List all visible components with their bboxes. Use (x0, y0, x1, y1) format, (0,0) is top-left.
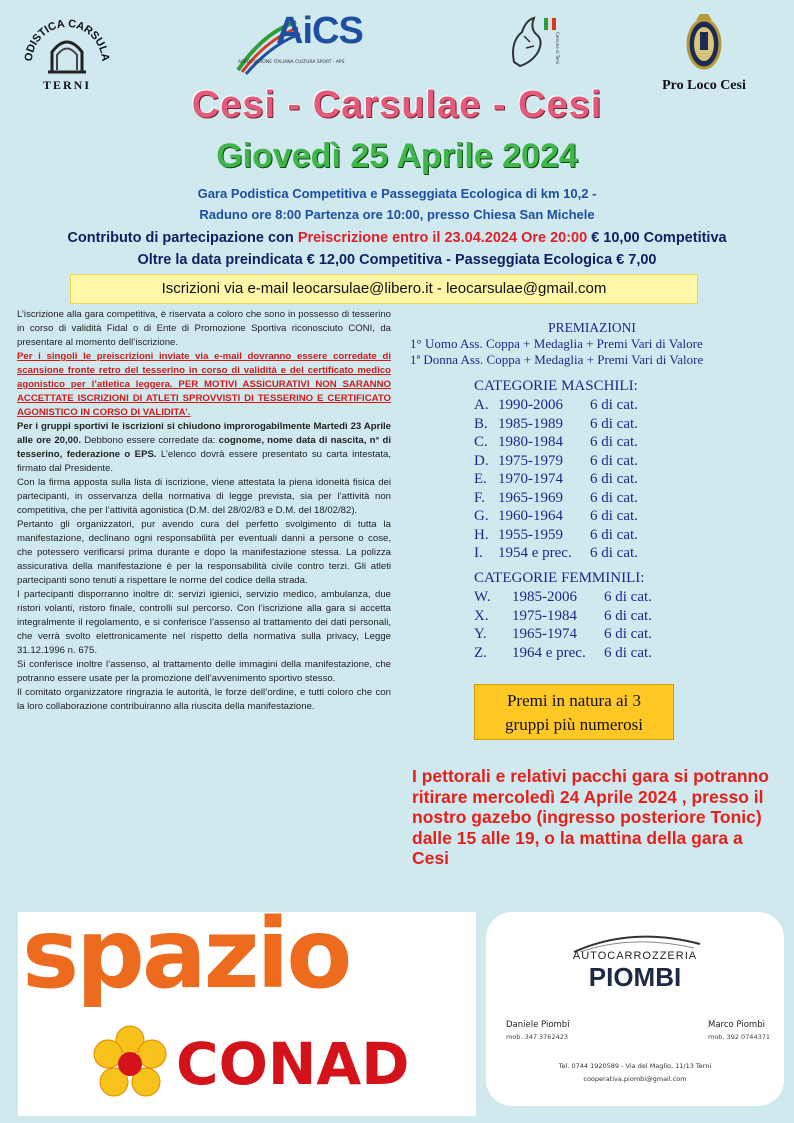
premiazioni-title: PREMIAZIONI (548, 320, 636, 335)
category-code: C. (474, 434, 488, 450)
category-years: 1975-1984 (512, 607, 577, 624)
category-row (474, 507, 734, 526)
category-prize: 6 di cat. (590, 397, 638, 413)
category-prize: 6 di cat. (590, 434, 638, 450)
piombi-email: cooperativa.piombi@gmail.com (583, 1075, 687, 1083)
category-years: 1985-2006 (512, 589, 577, 605)
required-data: cognome, nome data di nascita, n° di tesserino, federazione o EPS. (17, 435, 392, 460)
spazio-conad-sponsor (18, 898, 476, 1116)
categorie-maschili-title: CATEGORIE MASCHILI: (474, 378, 638, 394)
rules-paragraph: Il comitato organizzatore ringrazia le autorità, le forze dell’ordine, e tutti coloro che con la loro collaborazione contribuiranno alla riuscita della manifestazione. (17, 687, 391, 712)
subtitle-schedule: Raduno ore 8:00 Partenza ore 10:00, presso Chiesa San Michele (199, 207, 595, 222)
category-years: 1965-1969 (498, 489, 563, 506)
category-code: A. (474, 397, 489, 413)
category-code: H. (474, 526, 489, 543)
category-years: 1960-1964 (498, 508, 563, 524)
piombi-subtitle: AUTOCARROZZERIA (572, 950, 698, 962)
category-row (474, 607, 734, 626)
category-prize: 6 di cat. (604, 607, 652, 624)
preregistration-deadline: Preiscrizione entro il 23.04.2024 Ore 20:00 (297, 230, 588, 246)
category-prize: 6 di cat. (604, 589, 652, 605)
category-row (474, 433, 734, 452)
category-prize: 6 di cat. (590, 545, 638, 561)
piombi-person1: Daniele Piombi (506, 1020, 570, 1030)
category-prize: 6 di cat. (590, 471, 638, 487)
category-code: W. (474, 589, 491, 605)
category-years: 1980-1984 (498, 434, 563, 450)
category-prize: 6 di cat. (604, 626, 652, 642)
contribution-text: Contributo di partecipazione con (67, 230, 298, 246)
piombi-phone1: mob. 347 3762423 (506, 1033, 568, 1041)
group-deadline: Per i gruppi sportivi le iscrizioni si chiudono improrogabilmente Martedì 23 Aprile alle ore 20,00. (17, 421, 391, 446)
rules-text-span: Debbono essere corredate da: (81, 435, 219, 446)
category-code: Y. (474, 626, 487, 642)
category-code: E. (474, 471, 487, 487)
category-prize: 6 di cat. (590, 452, 638, 469)
category-row (474, 588, 734, 607)
category-years: 1955-1959 (498, 526, 563, 543)
rules-paragraph: Pertanto gli organizzatori, pur avendo cura del perfetto svolgimento di tutta la manifestazione, declinano ogni responsabilità per eventuali danni a persone o cose, che potessero verificarsi prima durante e dopo la manifestazione stessa. La polizza assicurativa della manifestazione è per la responsabilità civile contro terzi. Gli atleti partecipanti sono tenuti a rispettare le norme del codice della strada. (17, 519, 391, 586)
category-row (474, 544, 734, 563)
category-years: 1970-1974 (498, 471, 563, 487)
categorie-femminili-list (474, 588, 734, 662)
category-row (474, 625, 734, 644)
category-row (474, 470, 734, 489)
category-code: B. (474, 415, 488, 432)
category-years: 1965-1974 (512, 626, 577, 642)
rules-paragraph: Con la firma apposta sulla lista di iscrizione, viene attestata la piena idoneità fisica dei partecipanti, in osservanza della normativa di legge prevista, sia per l’attività non competitiva, che per l’attività agonistica (D.M. del 28/02/83 e D.M. del 18/02/82). (17, 477, 391, 516)
piombi-name: PIOMBI (588, 962, 682, 992)
contribution-fee: € 10,00 Competitiva (587, 230, 727, 246)
piombi-sponsor (486, 912, 784, 1106)
conad-wordmark: CONAD (176, 1030, 410, 1098)
category-row (474, 489, 734, 508)
comune-caption: Comune di Terni (555, 32, 560, 65)
group-prizes-box (474, 684, 674, 740)
category-code: G. (474, 508, 489, 524)
category-prize: 6 di cat. (590, 415, 638, 432)
category-code: F. (474, 489, 485, 506)
aics-mark: AiCS (276, 10, 363, 52)
aics-logo (234, 12, 374, 76)
categorie-maschili-list (474, 396, 734, 563)
piombi-phone2: mob. 392 0744371 (708, 1033, 770, 1041)
rules-warning: Per i singoli le preiscrizioni inviate via e-mail dovranno essere corredate di scansione fronte retro del tesserino in corso di validità e del certificato medico agonistico per l’atletica leggera. PER MOTIVI ASSICURATIVI NON SARANNO ACCETTATE ISCRIZIONI DI ATLETI SPROVVISTI DI TESSERINO E CERTIFICATO AGONISTICO IN CORSO DI VALIDITA’. (17, 351, 391, 418)
category-years: 1954 e prec. (498, 545, 572, 561)
group-prizes-line1: Premi in natura ai 3 (506, 691, 642, 710)
event-date: Giovedì 25 Aprile 2024 (216, 137, 578, 175)
category-row (474, 644, 734, 663)
category-prize: 6 di cat. (590, 526, 638, 543)
aics-caption: ASSOCIAZIONE ITALIANA CULTURA SPORT · APS (238, 60, 345, 65)
premiazioni-donna: 1ª Donna Ass. Coppa + Medaglia + Premi Vari di Valore (410, 352, 704, 367)
proloco-crest-icon (656, 14, 752, 80)
category-row (474, 452, 734, 471)
rules-paragraph: Si conferisce inoltre l’assenso, al trattamento delle immagini della manifestazione, che potranno essere usate per la promozione dell’avvenimento sportivo stesso. (17, 659, 391, 684)
event-title: Cesi - Carsulae - Cesi (191, 84, 603, 126)
category-prize: 6 di cat. (590, 489, 638, 506)
rules-paragraph: I partecipanti disporranno inoltre di: servizi igienici, servizio medico, ambulanza, due ristori volanti, ristoro finale, controlli sul percorso. Con l’iscrizione alla gara si accetta integralmente il regolamento, e si conferisce l’assenso al trattamento dei dati personali, che verrà svolto elettronicamente nel rispetto della normativa sulla privacy, Legge 31.12.1996 n. 675. (17, 589, 391, 656)
email-registration-bar: Iscrizioni via e-mail leocarsulae@libero.it - leocarsulae@gmail.com (70, 274, 698, 304)
rules-paragraph (17, 420, 391, 476)
podistica-bottom-text: TERNI (42, 78, 91, 92)
subtitle-race: Gara Podistica Competitiva e Passeggiata Ecologica di km 10,2 - (197, 186, 597, 201)
category-row (474, 415, 734, 434)
podistica-top-text: ODISTICA CARSULA (22, 17, 112, 63)
comune-logo (504, 12, 560, 72)
category-row (474, 396, 734, 415)
premiazioni-uomo: 1° Uomo Ass. Coppa + Medaglia + Premi Vari di Valore (410, 336, 703, 351)
category-years: 1990-2006 (498, 397, 563, 413)
category-years: 1964 e prec. (512, 644, 586, 661)
category-years: 1975-1979 (498, 452, 563, 469)
rules-text-span: L’elenco dovrà essere presentato su carta intestata, firmato dal Presidente. (17, 449, 391, 474)
late-fee-line: Oltre la data preindicata € 12,00 Competitiva - Passeggiata Ecologica € 7,00 (137, 252, 657, 268)
category-code: X. (474, 607, 489, 624)
piombi-address: Tel. 0744 1920589 - Via del Maglio, 11/13 Terni (558, 1062, 712, 1070)
group-prizes-line2: gruppi più numerosi (505, 715, 643, 734)
category-code: Z. (474, 644, 487, 661)
category-prize: 6 di cat. (590, 508, 638, 524)
category-row (474, 526, 734, 545)
contribution-line (0, 230, 794, 246)
rules-paragraph: L’iscrizione alla gara competitiva, è riservata a coloro che sono in possesso di tesserino in corso di validità Fidal o di Ente di Promozione Sportiva riconosciuto CONI, da presentare al momento dell’iscrizione. (17, 309, 391, 348)
rules-text (17, 308, 391, 714)
category-code: I. (474, 545, 483, 561)
piombi-person2: Marco Piombi (708, 1020, 765, 1030)
proloco-caption: Pro Loco Cesi (662, 78, 746, 93)
category-prize: 6 di cat. (604, 644, 652, 661)
flower-icon (90, 1024, 170, 1104)
bib-pickup-notice: I pettorali e relativi pacchi gara si potranno ritirare mercoledì 24 Aprile 2024 , presso il nostro gazebo (ingresso posteriore Tonic) dalle 15 alle 19, o la mattina della gara a Cesi (412, 766, 769, 868)
category-years: 1985-1989 (498, 415, 563, 432)
categorie-femminili-title: CATEGORIE FEMMINILI: (474, 570, 645, 586)
category-code: D. (474, 452, 489, 469)
spazio-wordmark: spazio (22, 898, 350, 1010)
